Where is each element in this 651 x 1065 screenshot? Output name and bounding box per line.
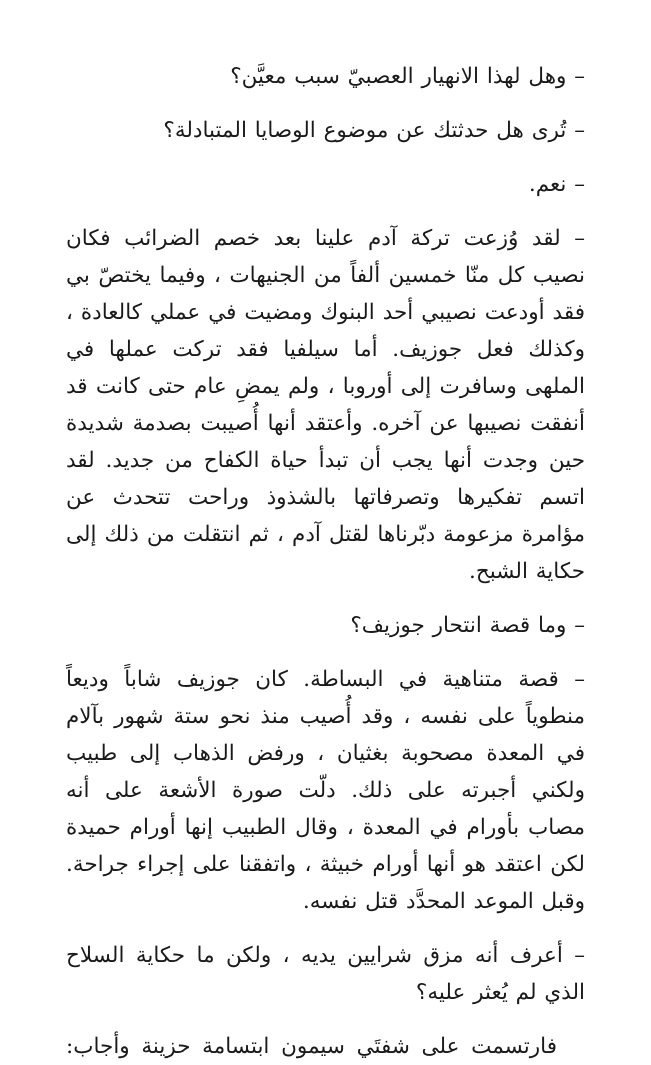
paragraph-8: فارتسمت على شفتَي سيمون ابتسامة حزينة وأجاب: [66,1034,557,1059]
paragraph-7: – أعرف أنه مزق شرايين يديه ، ولكن ما حكاية السلاح الذي لم يُعثر عليه؟ [66,943,585,1005]
paragraph-5: – وما قصة انتحار جوزيف؟ [350,613,585,638]
paragraph-4: – لقد وُزعت تركة آدم علينا بعد خصم الضرائب فكان نصيب كل منّا خمسين ألفاً من الجنيهات ، وفيما يختصّ بي فقد أودعت نصيبي أحد البنوك ومضيت في عملي كالعادة ، وكذلك فعل جوزيف. أما سيلفيا فقد تركت عملها في الملهى وسافرت إلى أوروبا ، ولم يمضِ عام حتى كانت قد أنفقت نصيبها عن آخره. وأعتقد أنها أُصيبت بصدمة شديدة حين وجدت أنها يجب أن تبدأ حياة الكفاح من جديد. لقد اتسم تفكيرها وتصرفاتها بالشذوذ وراحت تتحدث عن مؤامرة مزعومة دبّرناها لقتل آدم ، ثم انتقلت من ذلك إلى حكاية الشبح. [66,226,585,584]
paragraph-6: – قصة متناهية في البساطة. كان جوزيف شاباً وديعاً منطوياً على نفسه ، وقد أُصيب منذ نحو ستة شهور بآلام في المعدة مصحوبة بغثيان ، ورفض الذهاب إلى طبيب ولكني أجبرته على ذلك. دلّت صورة الأشعة على أنه مصاب بأورام في المعدة ، وقال الطبيب إنها أورام حميدة لكن اعتقد هو أنها أورام خبيثة ، واتفقنا على إجراء جراحة. وقبل الموعد المحدَّد قتل نفسه. [66,667,585,914]
paragraph-2: – تُرى هل حدثتك عن موضوع الوصايا المتبادلة؟ [163,118,585,143]
paragraph-3: – نعم. [528,172,585,197]
paragraph-1: – وهل لهذا الانهيار العصبيّ سبب معيَّن؟ [230,64,585,89]
